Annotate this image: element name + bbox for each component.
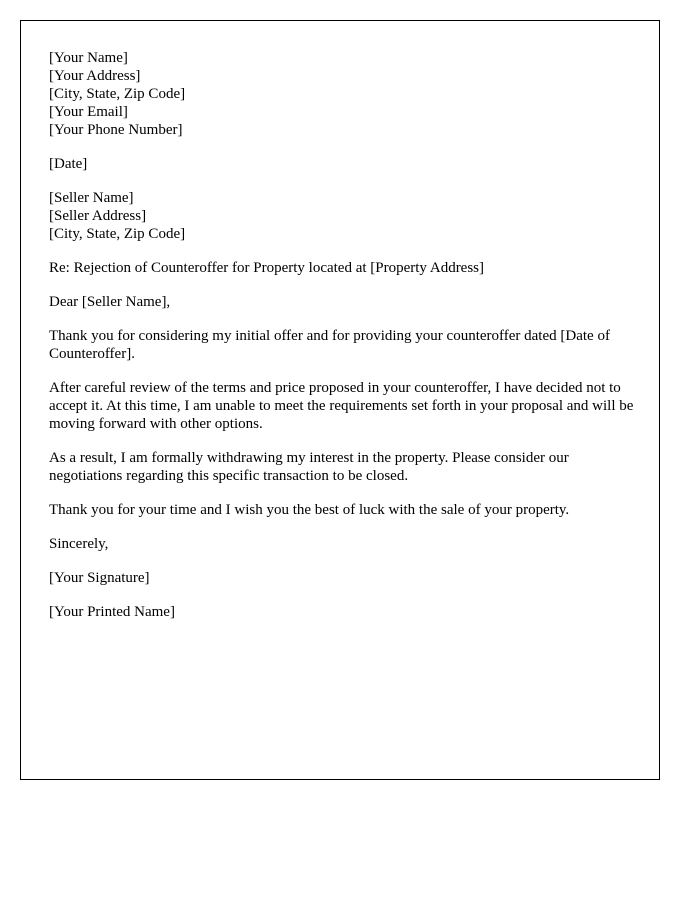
sender-name: [Your Name] [49,50,128,66]
sender-city-state-zip: [City, State, Zip Code] [49,86,186,102]
salutation: Dear [Seller Name], [49,294,171,310]
body-paragraph-2: After careful review of the terms and price proposed in your counteroffer, I have decided not to accept it. At this time, I am unable to meet the requirements set forth in your proposal and will be moving forward with other options. [49,380,634,432]
recipient-name: [Seller Name] [49,190,134,206]
letter-date: [Date] [49,156,88,172]
body-paragraph-1: Thank you for considering my initial offer and for providing your counteroffer dated [Date of Counteroffer]. [49,328,610,362]
sender-phone: [Your Phone Number] [49,122,183,138]
subject-line: Re: Rejection of Counteroffer for Property located at [Property Address] [49,260,485,276]
recipient-city-state-zip: [City, State, Zip Code] [49,226,186,242]
sender-email: [Your Email] [49,104,128,120]
recipient-block [49,189,639,243]
body-paragraph-3: As a result, I am formally withdrawing my interest in the property. Please consider our negotiations regarding this specific transaction to be closed. [49,450,569,484]
signature: [Your Signature] [49,570,150,586]
body-paragraph-4: Thank you for your time and I wish you the best of luck with the sale of your property. [49,502,570,518]
closing: Sincerely, [49,536,109,552]
date-block [49,155,639,173]
sender-block [49,49,639,139]
recipient-address: [Seller Address] [49,208,147,224]
letter-content [49,49,639,637]
letter-page [20,20,660,780]
sender-address: [Your Address] [49,68,141,84]
printed-name: [Your Printed Name] [49,604,175,620]
